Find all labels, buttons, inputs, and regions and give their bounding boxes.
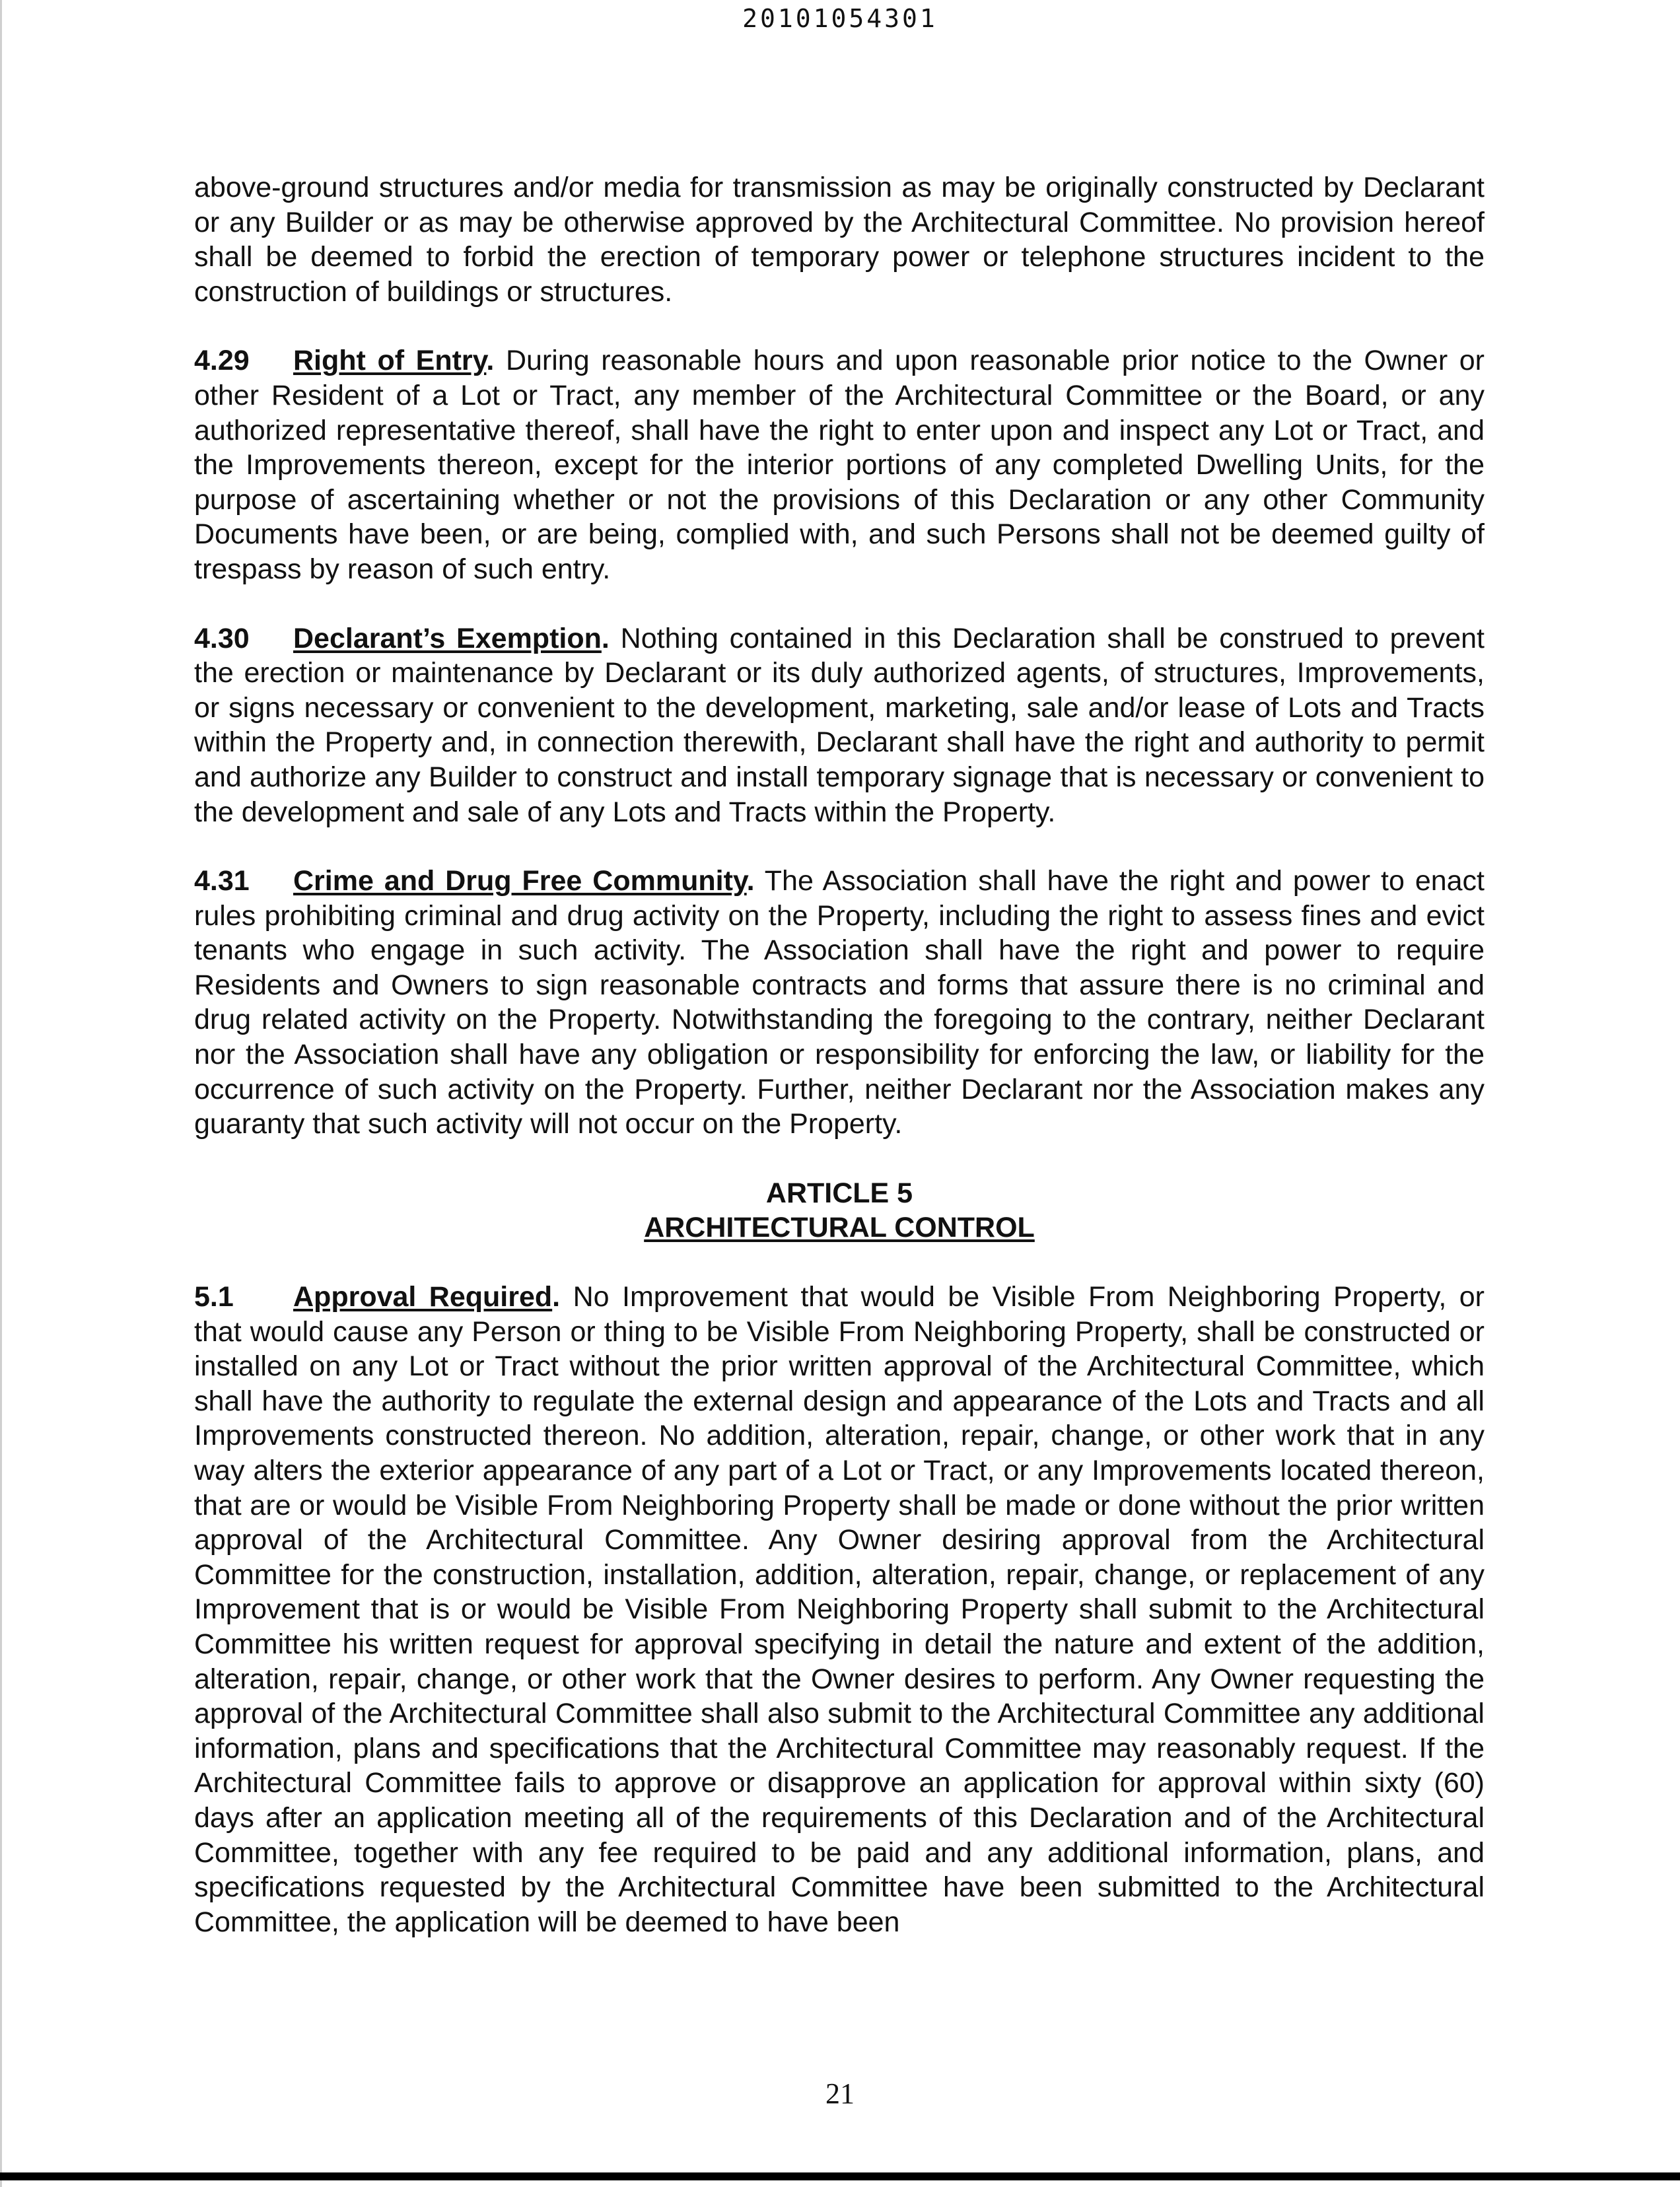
section-number: 4.29 bbox=[194, 345, 250, 377]
section-text: Nothing contained in this Declaration shall be construed to prevent the erection or maintenance by Declarant or its duly authorized agents, of structures, Improvements, or signs necessary or convenient to the development, marketing, sale and/or lease of Lots and Tracts within the Property and, in connection therewith, Declarant shall have the right and authority to permit and authorize any Builder to construct and install temporary signage that is necessary or convenient to the development and sale of any Lots and Tracts within the Property. bbox=[194, 622, 1485, 828]
section-4-30: 4.30 Declarant’s Exemption. Nothing contained in this Declaration shall be construed to prevent the erection or maintenance by Declarant or its duly authorized agents, of structures, Improvements, or signs necessary or convenient to the development, marketing, sale and/or lease of Lots and Tracts within the Property and, in connection therewith, Declarant shall have the right and authority to permit and authorize any Builder to construct and install temporary signage that is necessary or convenient to the development and sale of any Lots and Tracts within the Property. bbox=[194, 622, 1485, 828]
bottom-border bbox=[0, 2172, 1680, 2180]
article-heading-block bbox=[194, 1176, 1485, 1245]
section-number: 4.31 bbox=[194, 865, 250, 897]
scan-left-edge bbox=[0, 0, 2, 2187]
document-body bbox=[194, 170, 1485, 1939]
section-5-1: 5.1 Approval Required. No Improvement that would be Visible From Neighboring Property, or that would cause any Person or thing to be Visible From Neighboring Property, shall be constructed or installed on any Lot or Tract without the prior written approval of the Architectural Committee, which shall have the authority to regulate the external design and appearance of the Lots and Tracts and all Improvements constructed thereon. No addition, alteration, repair, change, or other work that in any way alters the exterior appearance of any part of a Lot or Tract, or any Improvements located thereon, that are or would be Visible From Neighboring Property shall be made or done without the prior written approval of the Architectural Committee. Any Owner desiring approval from the Architectural Committee for the construction, installation, addition, alteration, repair, change, or replacement of any Improvement that is or would be Visible From Neighboring Property shall submit to the Architectural Committee his written request for approval specifying in detail the nature and extent of the addition, alteration, repair, change, or other work that the Owner desires to perform. Any Owner requesting the approval of the Architectural Committee shall also submit to the Architectural Committee any additional information, plans and specifications that the Architectural Committee may reasonably request. If the Architectural Committee fails to approve or disapprove an application for approval within sixty (60) days after an application meeting all of the requirements of this Declaration and of the Architectural Committee, together with any fee required to be paid and any additional information, plans, and specifications requested by the Architectural Committee have been submitted to the Architectural Committee, the application will be deemed to have been bbox=[194, 1281, 1485, 1938]
document-number: 20101054301 bbox=[742, 4, 938, 33]
section-text: No Improvement that would be Visible From Neighboring Property, or that would cause any Person or thing to be Visible From Neighboring Property, shall be constructed or installed on any Lot or Tract without the prior written approval of the Architectural Committee, which shall have the authority to regulate the external design and appearance of the Lots and Tracts and all Improvements constructed thereon. No addition, alteration, repair, change, or other work that in any way alters the exterior appearance of any part of a Lot or Tract, or any Improvements located thereon, that are or would be Visible From Neighboring Property shall be made or done without the prior written approval of the Architectural Committee. Any Owner desiring approval from the Architectural Committee for the construction, installation, addition, alteration, repair, change, or replacement of any Improvement that is or would be Visible From Neighboring Property shall submit to the Architectural Committee his written request for approval specifying in detail the nature and extent of the addition, alteration, repair, change, or other work that the Owner desires to perform. Any Owner requesting the approval of the Architectural Committee shall also submit to the Architectural Committee any additional information, plans and specifications that the Architectural Committee may reasonably request. If the Architectural Committee fails to approve or disapprove an application for approval within sixty (60) days after an application meeting all of the requirements of this Declaration and of the Architectural Committee, together with any fee required to be paid and any additional information, plans, and specifications requested by the Architectural Committee have been submitted to the Architectural Committee, the application will be deemed to have been bbox=[194, 1281, 1485, 1938]
section-4-29: 4.29 Right of Entry. During reasonable hours and upon reasonable prior notice to the Owner or other Resident of a Lot or Tract, any member of the Architectural Committee or the Board, or any authorized representative thereof, shall have the right to enter upon and inspect any Lot or Tract, and the Improvements thereon, except for the interior portions of any completed Dwelling Units, for the purpose of ascertaining whether or not the provisions of this Declaration or any other Community Documents have been, or are being, complied with, and such Persons shall not be deemed guilty of trespass by reason of such entry. bbox=[194, 345, 1485, 585]
section-title: Declarant’s Exemption bbox=[293, 622, 602, 654]
section-text: During reasonable hours and upon reasonable prior notice to the Owner or other Resident of a Lot or Tract, any member of the Architectural Committee or the Board, or any authorized representative thereof, shall have the right to enter upon and inspect any Lot or Tract, and the Improvements thereon, except for the interior portions of any completed Dwelling Units, for the purpose of ascertaining whether or not the provisions of this Declaration or any other Community Documents have been, or are being, complied with, and such Persons shall not be deemed guilty of trespass by reason of such entry. bbox=[194, 345, 1485, 585]
page-number: 21 bbox=[825, 2077, 855, 2110]
continuation-paragraph: above-ground structures and/or media for transmission as may be originally constructed by Declarant or any Builder or as may be otherwise approved by the Architectural Committee. No provision hereof shall be deemed to forbid the erection of temporary power or telephone structures incident to the construction of buildings or structures. bbox=[194, 172, 1485, 308]
section-title: Right of Entry bbox=[293, 345, 487, 377]
section-title: Approval Required bbox=[293, 1281, 553, 1313]
section-4-31: 4.31 Crime and Drug Free Community. The Association shall have the right and power to enact rules prohibiting criminal and drug activity on the Property, including the right to assess fines and evict tenants who engage in such activity. The Association shall have the right and power to require Residents and Owners to sign reasonable contracts and forms that assure there is no criminal and drug related activity on the Property. Notwithstanding the foregoing to the contrary, neither Declarant nor the Association shall have any obligation or responsibility for enforcing the law, or liability for the occurrence of such activity on the Property. Further, neither Declarant nor the Association makes any guaranty that such activity will not occur on the Property. bbox=[194, 865, 1485, 1140]
section-number: 4.30 bbox=[194, 622, 250, 654]
article-number: ARTICLE 5 bbox=[765, 1177, 913, 1209]
section-number: 5.1 bbox=[194, 1281, 234, 1313]
section-title: Crime and Drug Free Community bbox=[293, 865, 747, 897]
section-text: The Association shall have the right and power to enact rules prohibiting criminal and drug activity on the Property, including the right to assess fines and evict tenants who engage in such activity. The Association shall have the right and power to require Residents and Owners to sign reasonable contracts and forms that assure there is no criminal and drug related activity on the Property. Notwithstanding the foregoing to the contrary, neither Declarant nor the Association shall have any obligation or responsibility for enforcing the law, or liability for the occurrence of such activity on the Property. Further, neither Declarant nor the Association makes any guaranty that such activity will not occur on the Property. bbox=[194, 865, 1485, 1140]
article-title: ARCHITECTURAL CONTROL bbox=[644, 1212, 1035, 1244]
